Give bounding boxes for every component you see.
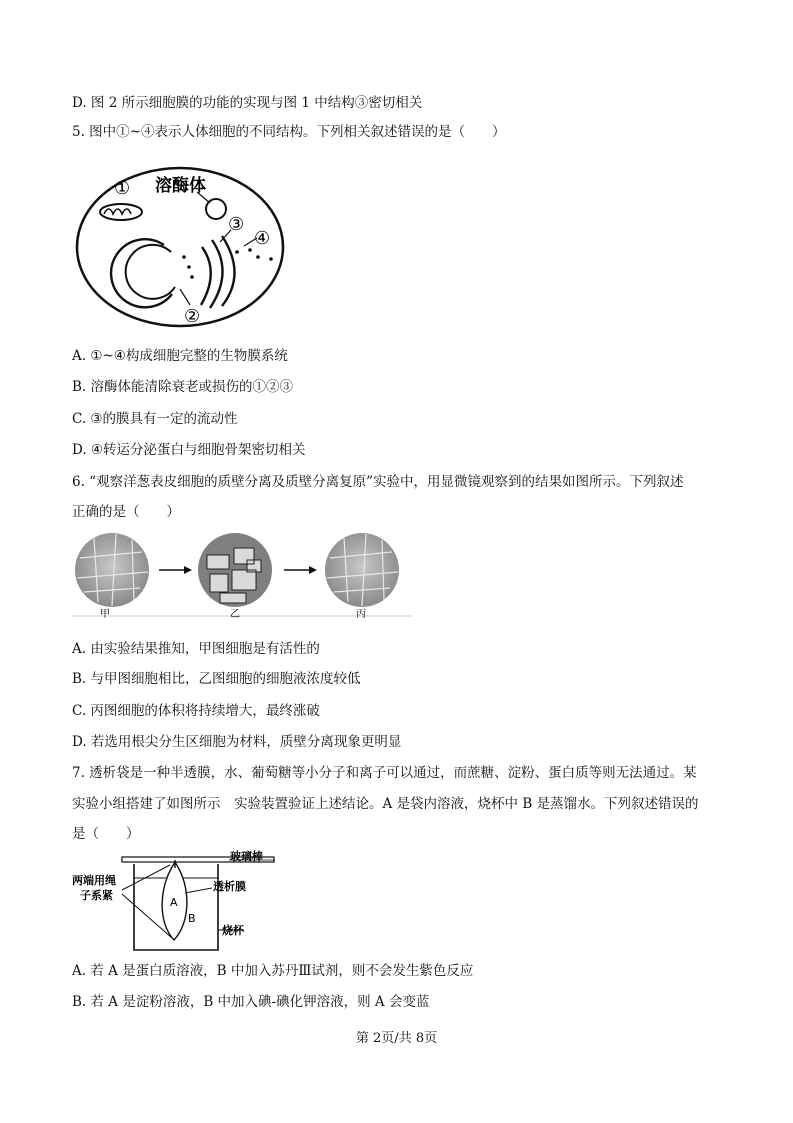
q5-option-a: A. ①~④构成细胞完整的生物膜系统 bbox=[72, 348, 288, 364]
label-jia: 甲 bbox=[100, 609, 110, 620]
label-b: B bbox=[188, 912, 196, 925]
q5-option-b: B. 溶酶体能清除衰老或损伤的①②③ bbox=[72, 379, 294, 395]
q6-option-b: B. 与甲图细胞相比，乙图细胞的细胞液浓度较低 bbox=[72, 671, 361, 687]
page-footer: 第 2页/共 8页 bbox=[355, 1031, 438, 1046]
label-lysosome: 溶酶体 bbox=[155, 176, 206, 196]
cell-structure-diagram bbox=[72, 162, 292, 332]
label-4: ④ bbox=[254, 228, 271, 249]
label-2: ② bbox=[184, 306, 201, 327]
q6-stem-line1: 6. “观察洋葱表皮细胞的质壁分离及质壁分离复原”实验中，用显微镜观察到的结果如图所示。下列叙述 bbox=[72, 474, 684, 490]
q4-option-d: D. 图 2 所示细胞膜的功能的实现与图 1 中结构③密切相关 bbox=[72, 95, 423, 111]
q6-option-d: D. 若选用根尖分生区细胞为材料，质壁分离现象更明显 bbox=[72, 734, 402, 750]
dialysis-bag-apparatus bbox=[72, 848, 292, 958]
label-beaker: 烧杯 bbox=[222, 924, 244, 937]
label-a: A bbox=[170, 896, 178, 909]
label-1: ① bbox=[114, 178, 131, 199]
q7-option-b: B. 若 A 是淀粉溶液，B 中加入碘-碘化钾溶液，则 A 会变蓝 bbox=[72, 994, 430, 1010]
label-rope-2: 子系紧 bbox=[80, 889, 113, 902]
q7-stem-line3: 是（ ） bbox=[72, 826, 140, 842]
label-yi: 乙 bbox=[230, 609, 240, 620]
label-glass-rod: 玻璃棒 bbox=[230, 850, 263, 863]
label-bing: 丙 bbox=[356, 609, 366, 620]
label-3: ③ bbox=[228, 214, 245, 235]
label-rope-1: 两端用绳 bbox=[72, 874, 116, 887]
q7-stem-line2: 实验小组搭建了如图所示 实验装置验证上述结论。A 是袋内溶液，烧杯中 B 是蒸馏水。下列叙述错误的 bbox=[72, 796, 699, 812]
q7-option-a: A. 若 A 是蛋白质溶液，B 中加入苏丹Ⅲ试剂，则不会发生紫色反应 bbox=[72, 963, 474, 979]
q5-option-d: D. ④转运分泌蛋白与细胞骨架密切相关 bbox=[72, 442, 306, 458]
plasmolysis-micrographs bbox=[72, 530, 412, 622]
q6-stem-line2: 正确的是（ ） bbox=[72, 504, 180, 520]
q7-stem-line1: 7. 透析袋是一种半透膜，水、葡萄糖等小分子和离子可以通过，而蔗糖、淀粉、蛋白质等则无法通过。某 bbox=[72, 765, 697, 781]
q6-option-c: C. 丙图细胞的体积将持续增大，最终涨破 bbox=[72, 703, 320, 719]
q6-option-a: A. 由实验结果推知，甲图细胞是有活性的 bbox=[72, 641, 320, 657]
label-membrane: 透析膜 bbox=[213, 880, 246, 893]
q5-option-c: C. ③的膜具有一定的流动性 bbox=[72, 411, 238, 427]
q5-stem: 5. 图中①~④表示人体细胞的不同结构。下列相关叙述错误的是（ ） bbox=[72, 124, 506, 140]
